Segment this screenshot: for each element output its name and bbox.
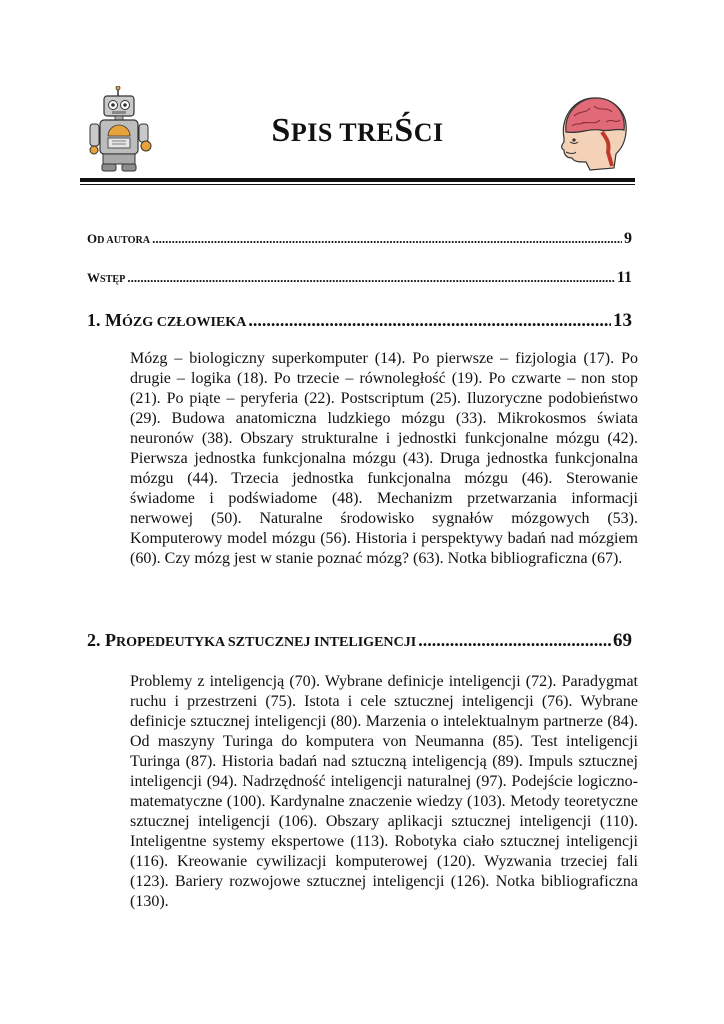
toc-leader-dots (418, 630, 611, 651)
toc-entry-label: WSTĘP (87, 270, 126, 285)
title-rest-a: PIS TRE (290, 118, 395, 147)
brain-head-icon (550, 92, 632, 172)
header-rule-thin (80, 184, 635, 185)
toc-entry-od-autora[interactable] (87, 230, 632, 248)
toc-leader-dots (152, 231, 622, 247)
toc-page-number: 13 (613, 310, 632, 331)
toc-entry-chapter-2[interactable] (87, 630, 632, 652)
chapter-1-contents: Mózg – biologiczny superkomputer (14). Po pierwsze – fizjologia (17). Po drugie – logika (18). Po trzecie – równoległość (19). Po czwarte – non stop (21). Po piąte – peryferia (22). Postscriptum (25). Iluzoryczne podobieństwo (29). Budowa anatomiczna ludzkiego mózgu (33). Mikrokosmos świata neuronów (38). Obszary strukturalne i jednostki funkcjonalne mózgu (42). Pierwsza jednostka funkcjonalna mózgu (43). Druga jednostka funkcjonalna mózgu (44). Trzecia jednostka funkcjonalna mózgu (46). Sterowanie świadome i podświadome (48). Mechanizm przetwarzania informacji nerwowej (50). Naturalne środowisko sygnałów mózgowych (53). Komputerowy model mózgu (56). Historia i perspektywy badań nad mózgiem (60). Czy mózg jest w stanie poznać mózg? (63). Notka bibliograficzna (67). (130, 350, 638, 567)
chapter-2-contents: Problemy z inteligencją (70). Wybrane definicje inteligencji (72). Paradygmat ruchu i przestrzeni (75). Istota i cele sztucznej inteligencji (76). Wybrane definicje sztucznej inteligencji (80). Marzenia o intelektualnym partnerze (84). Od maszyny Turinga do komputera von Neumanna (85). Test inteligencji Turinga (87). Historia badań nad sztuczną inteligencją (89). Impuls sztucznej inteligencji (94). Nadrzędność inteligencji naturalnej (97). Podejście logiczno-matematyczne (100). Kardynalne znaczenie wiedzy (103). Metody teoretyczne sztucznej inteligencji (106). Obszary aplikacji sztucznej inteligencji (110). Inteligentne systemy ekspertowe (113). Robotyka ciało sztucznej inteligencji (116). Kreowanie cywilizacji komputerowej (120). Wyzwania trzeciej fali (123). Bariery rozwojowe sztucznej inteligencji (126). Notka bibliograficzna (130). (130, 673, 638, 910)
toc-entry-label: 1. MÓZG CZŁOWIEKA (87, 310, 247, 330)
page-header (80, 82, 635, 182)
toc-entry-wstep[interactable] (87, 269, 632, 287)
toc-leader-dots (127, 270, 615, 286)
toc-page-number: 9 (624, 230, 632, 247)
toc-page-number: 11 (616, 269, 632, 286)
header-rule-thick (80, 178, 635, 182)
title-initial: S (271, 112, 291, 149)
toc-entry-label: 2. PROPEDEUTYKA SZTUCZNEJ INTELIGENCJI (87, 630, 417, 650)
toc-entry-label: OD AUTORA (87, 231, 151, 246)
toc-leader-dots (248, 310, 611, 331)
toc-page-number: 69 (613, 630, 632, 651)
toc-entry-chapter-1[interactable] (87, 310, 632, 332)
title-rest-b: Ś (394, 112, 414, 149)
title-rest-c: CI (413, 118, 444, 147)
